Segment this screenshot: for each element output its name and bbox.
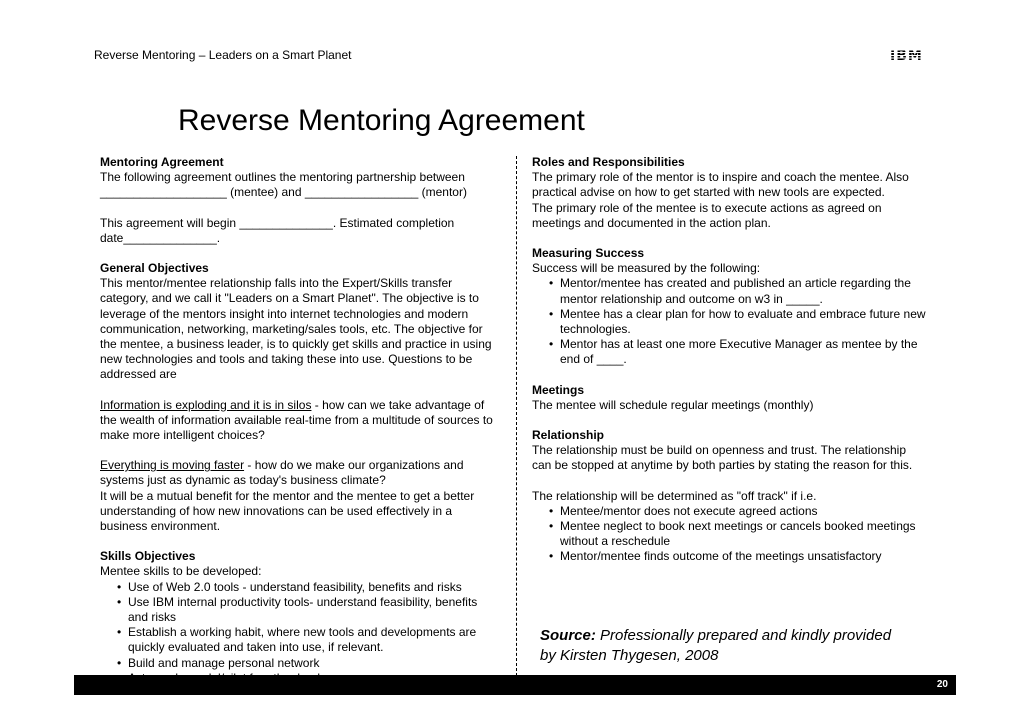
objectives-line: This mentor/mentee relationship falls into the Expert/Skills transfer — [100, 276, 453, 291]
relationship-heading: Relationship — [532, 428, 605, 443]
offtrack-intro: The relationship will be determined as "off track" if i.e. — [532, 488, 817, 503]
objectives-line: addressed are — [100, 367, 177, 382]
fast-underlined: Everything is moving faster — [100, 458, 245, 473]
column-divider — [516, 156, 517, 676]
source-line: by Kirsten Thygesen, 2008 — [540, 647, 719, 664]
ibm-logo: IBM — [890, 48, 934, 64]
footer-bar — [74, 675, 956, 695]
roles-line: practical advise on how to get started with new tools are expected. — [532, 185, 885, 200]
objectives-line: communication, networking, marketing/sales tools, etc. The objective for — [100, 321, 483, 336]
header-title: Reverse Mentoring – Leaders on a Smart Planet — [94, 48, 352, 62]
objectives-line: leverage of the mentors insight into internet technologies and modern — [100, 306, 469, 321]
left-column — [100, 155, 505, 686]
list-item: • Establish a working habit, where new tools and developments are quickly evaluated and taken into use, if relevant. — [100, 625, 505, 655]
skills-intro: Mentee skills to be developed: — [100, 564, 262, 579]
list-item: • Mentee/mentor does not execute agreed actions — [532, 504, 942, 519]
roles-line: meetings and documented in the action plan. — [532, 215, 771, 230]
list-item: • Use of Web 2.0 tools - understand feasibility, benefits and risks — [100, 580, 505, 595]
agreement-line: The following agreement outlines the mentoring partnership between — [100, 170, 465, 185]
page-title: Reverse Mentoring Agreement — [178, 104, 585, 137]
info-line: make more intelligent choices? — [100, 428, 265, 443]
info-underlined: Information is exploding and it is in silos — [100, 397, 312, 412]
list-item: • Mentor/mentee finds outcome of the meetings unsatisfactory — [532, 549, 942, 564]
list-item: • Mentee has a clear plan for how to evaluate and embrace future new technologies. — [532, 307, 942, 337]
objectives-line: the mentee, a business leader, is to quickly get skills and practice in using — [100, 337, 492, 352]
list-item: • Mentor/mentee has created and published an article regarding the mentor relationship and outcome on w3 in _____. — [532, 276, 942, 306]
skills-list — [100, 580, 505, 686]
source-note — [540, 626, 891, 666]
offtrack-list — [532, 504, 942, 565]
skills-heading: Skills Objectives — [100, 549, 196, 564]
roles-line: The primary role of the mentor is to inspire and coach the mentee. Also — [532, 170, 909, 185]
objectives-line: new technologies and tools and taking these into use. Questions to be — [100, 352, 473, 367]
agreement-line: This agreement will begin ______________. Estimated completion — [100, 215, 455, 230]
list-item: • Use IBM internal productivity tools- understand feasibility, benefits and risks — [100, 595, 505, 625]
roles-heading: Roles and Responsibilities — [532, 155, 685, 169]
objectives-heading: General Objectives — [100, 261, 209, 276]
source-line: Source: Professionally prepared and kindly provided — [540, 627, 892, 644]
fast-line: Everything is moving faster - how do we make our organizations and — [100, 458, 464, 473]
benefit-line: understanding of how new innovations can be used effectively in a — [100, 503, 453, 518]
benefit-line: business environment. — [100, 519, 221, 534]
success-intro: Success will be measured by the following: — [532, 261, 761, 276]
source-label: Source: — [540, 627, 596, 644]
page-number: 20 — [936, 679, 948, 690]
agreement-line: date______________. — [100, 230, 221, 245]
info-line: Information is exploding and it is in silos - how can we take advantage of — [100, 397, 485, 412]
list-item: • Mentor has at least one more Executive Manager as mentee by the end of ____. — [532, 337, 942, 367]
benefit-line: It will be a mutual benefit for the mentor and the mentee to get a better — [100, 488, 475, 503]
meetings-heading: Meetings — [532, 382, 585, 397]
agreement-line: ___________________ (mentee) and _________________ (mentor) — [100, 185, 467, 200]
fast-line: systems just as dynamic as today's business climate? — [100, 473, 386, 488]
roles-line: The primary role of the mentee is to execute actions as agreed on — [532, 200, 882, 215]
list-item: • Mentee neglect to book next meetings or cancels booked meetings without a reschedule — [532, 519, 942, 549]
success-heading: Measuring Success — [532, 246, 645, 261]
agreement-heading: Mentoring Agreement — [100, 155, 224, 169]
relationship-line: can be stopped at anytime by both parties by stating the reason for this. — [532, 458, 913, 473]
info-line: the wealth of information available real-time from a multitude of sources to — [100, 412, 493, 427]
relationship-line: The relationship must be build on openness and trust. The relationship — [532, 443, 907, 458]
success-list — [532, 276, 942, 367]
right-column — [532, 155, 942, 565]
objectives-line: category, and we call it "Leaders on a Smart Planet". The objective is to — [100, 291, 479, 306]
meetings-text: The mentee will schedule regular meetings (monthly) — [532, 397, 814, 412]
list-item: • Build and manage personal network — [100, 656, 505, 671]
